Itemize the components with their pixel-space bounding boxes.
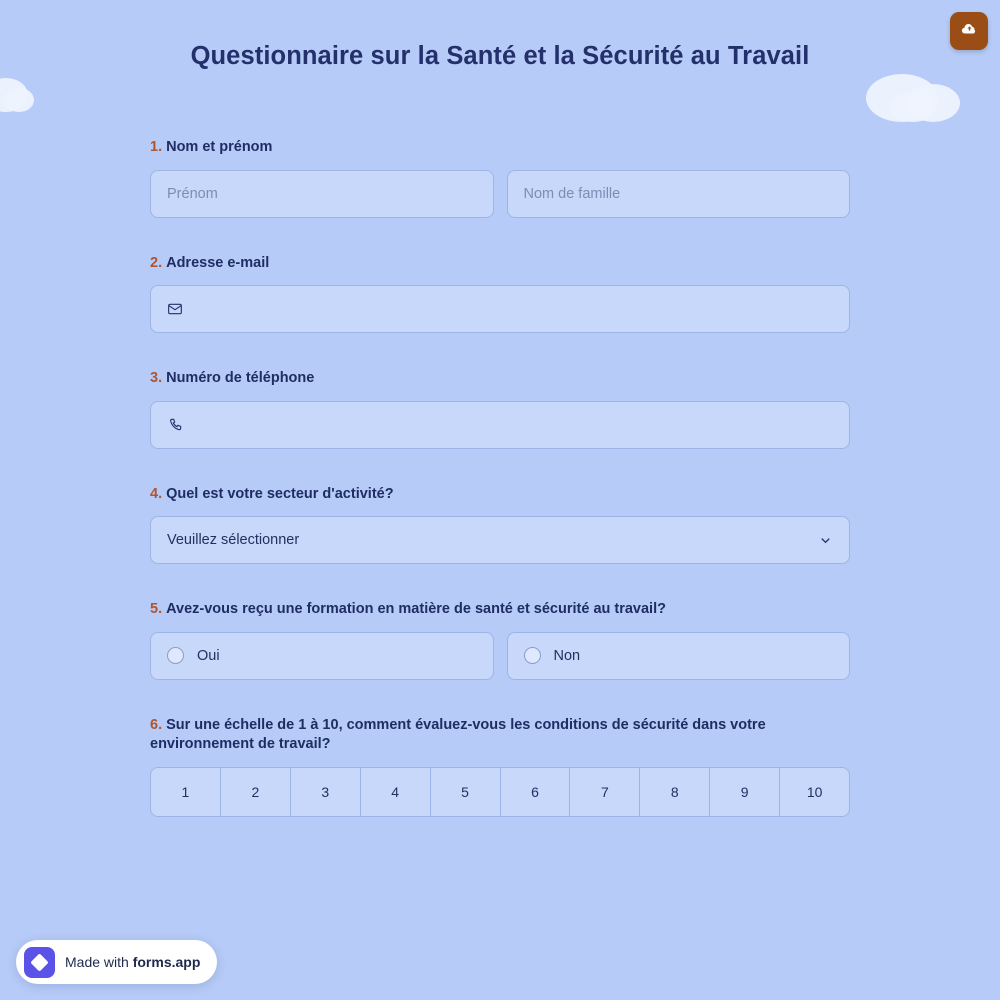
phone-icon [167,417,183,433]
scale-option[interactable]: 10 [806,783,823,800]
question-number: 3. [150,370,163,387]
made-with-forms-app-badge[interactable] [16,940,217,984]
radio-option-oui[interactable] [150,632,494,680]
scale-option[interactable]: 1 [151,768,221,816]
question-text: Numéro de téléphone [166,370,315,387]
scale-option[interactable]: 7 [570,768,640,816]
scale-option[interactable]: 4 [361,768,431,816]
question-phone [150,369,850,449]
question-text: Quel est votre secteur d'activité? [166,485,394,502]
question-safety-scale [150,716,850,817]
question-text: Avez-vous reçu une formation en matière de santé et sécurité au travail? [166,601,666,618]
scale-option[interactable]: 3 [291,768,361,816]
phone-field[interactable] [150,401,850,449]
question-label [150,600,850,620]
question-email [150,254,850,334]
chevron-down-icon [818,533,833,548]
question-name [150,138,850,218]
question-label [150,138,850,158]
cloud-upload-icon [961,20,978,42]
scale-row [150,767,850,817]
badge-label [65,954,200,970]
badge-brand: forms.app [132,954,201,970]
question-label [150,254,850,274]
envelope-icon [167,301,183,317]
question-number: 2. [150,254,163,271]
question-sector [150,485,850,565]
cloud-decoration [4,88,34,112]
question-text: Adresse e-mail [166,254,270,271]
radio-label: Non [553,647,581,664]
first-name-input[interactable]: Prénom [150,170,494,218]
question-text: Sur une échelle de 1 à 10, comment évaluez-vous les conditions de sécurité dans votre environnement de travail? [150,716,766,753]
question-number: 5. [150,601,163,618]
forms-app-logo-icon [24,947,55,978]
page-title: Questionnaire sur la Santé et la Sécurité au Travail [190,42,810,70]
radio-icon [524,647,541,664]
question-number: 6. [150,716,163,733]
scale-option[interactable]: 2 [221,768,291,816]
question-text: Nom et prénom [166,139,273,155]
last-name-input[interactable]: Nom de famille [507,170,851,218]
question-number: 4. [150,485,163,502]
scale-option[interactable]: 5 [431,768,501,816]
radio-label: Oui [197,647,220,664]
questionnaire-form [150,138,850,853]
scale-option[interactable]: 6 [501,768,571,816]
scale-option[interactable]: 8 [640,768,710,816]
sector-selected-value: Veuillez sélectionner [167,532,300,549]
question-label [150,716,850,755]
radio-option-non[interactable] [507,632,851,680]
cloud-decoration [890,92,936,122]
email-field[interactable] [150,285,850,333]
scale-option[interactable]: 9 [710,768,780,816]
sector-select[interactable] [150,516,850,564]
question-label [150,485,850,505]
question-training [150,600,850,680]
question-label [150,369,850,389]
radio-icon [167,647,184,664]
badge-prefix: Made with [65,954,133,970]
question-number: 1. [150,139,163,155]
